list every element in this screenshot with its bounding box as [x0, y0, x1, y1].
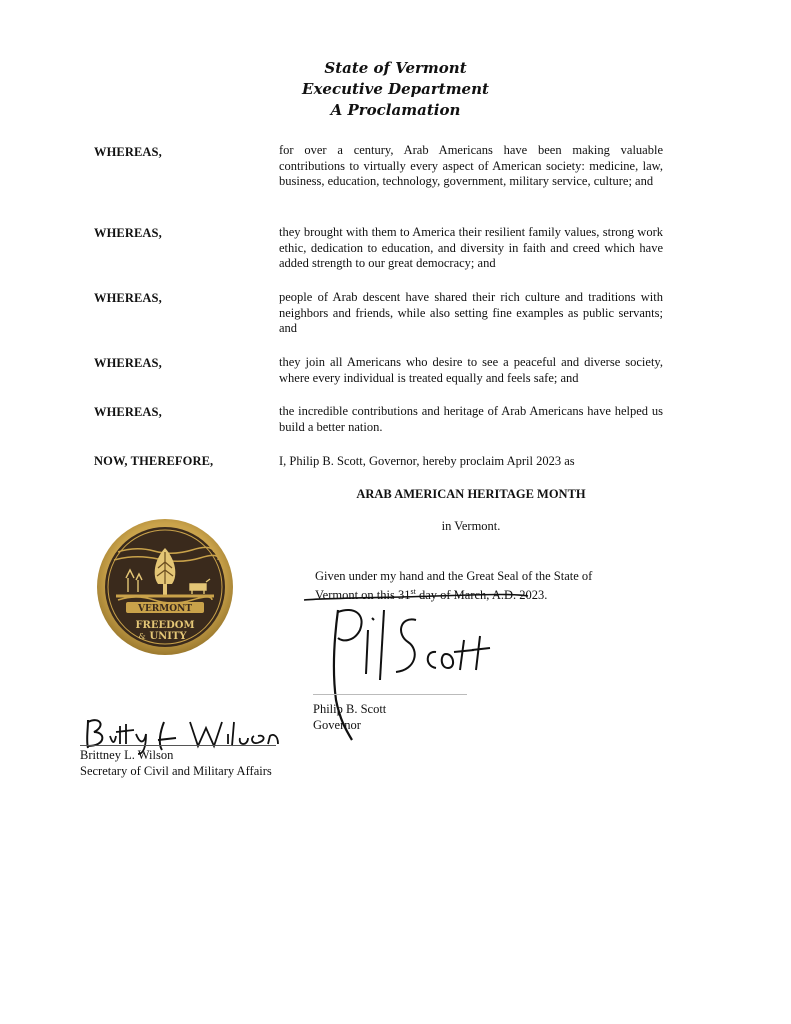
- header-proclamation: A Proclamation: [330, 101, 461, 119]
- clause-label: WHEREAS,: [94, 356, 162, 370]
- clause-text: they brought with them to America their resilient family values, strong work ethic, dedication to education, and diversity in faith and creed which have added strength to our great democracy; and: [279, 225, 663, 271]
- header-state: State of Vermont: [324, 59, 467, 77]
- clause-label: WHEREAS,: [94, 405, 162, 419]
- given-line-2-text: Vermont on this 31: [315, 588, 411, 603]
- seal-word-freedom: FREEDOM: [135, 620, 195, 631]
- secretary-title: Secretary of Civil and Military Affairs: [80, 763, 272, 778]
- governor-block: [313, 702, 386, 733]
- governor-title: Governor: [313, 717, 361, 732]
- clause-text: people of Arab descent have shared their rich culture and traditions with neighbors and friends, while also setting fine examples as public servants; and: [279, 290, 663, 336]
- clause-text: they join all Americans who desire to see a peaceful and diverse society, where every individual is treated equally and feels safe; and: [279, 355, 663, 385]
- governor-name: Philip B. Scott: [313, 702, 387, 716]
- given-ordinal-suffix: st: [410, 587, 416, 596]
- header-department: Executive Department: [302, 80, 489, 98]
- secretary-block: [80, 748, 272, 779]
- clause-text: the incredible contributions and heritage of Arab Americans have helped us build a better nation.: [279, 404, 663, 434]
- proclaimed-location: in Vermont.: [441, 519, 501, 533]
- clause-label-therefore: NOW, THEREFORE,: [94, 454, 214, 468]
- great-seal-icon: [96, 518, 234, 656]
- proclaimed-title: ARAB AMERICAN HERITAGE MONTH: [356, 487, 586, 501]
- governor-signature-line: [313, 694, 467, 695]
- seal-word-vermont: VERMONT: [137, 604, 193, 614]
- clause-label: WHEREAS,: [94, 226, 162, 240]
- clause-label: WHEREAS,: [94, 291, 162, 305]
- secretary-name: Brittney L. Wilson: [80, 748, 174, 762]
- given-line-2-date: day of March, A.D. 2023.: [415, 588, 548, 603]
- clause-text: for over a century, Arab Americans have been making valuable contributions to virtually every aspect of American society: medicine, law, business, education, technology, government, military service, culture; and: [279, 143, 663, 189]
- clause-label: WHEREAS,: [94, 145, 162, 159]
- seal-word-unity: UNITY: [149, 631, 187, 642]
- given-line-1: Given under my hand and the Great Seal of the State of: [315, 569, 593, 583]
- secretary-signature-line: [80, 745, 276, 746]
- seal-word-and: &: [138, 632, 146, 641]
- clause-text-therefore: I, Philip B. Scott, Governor, hereby proclaim April 2023 as: [279, 454, 575, 468]
